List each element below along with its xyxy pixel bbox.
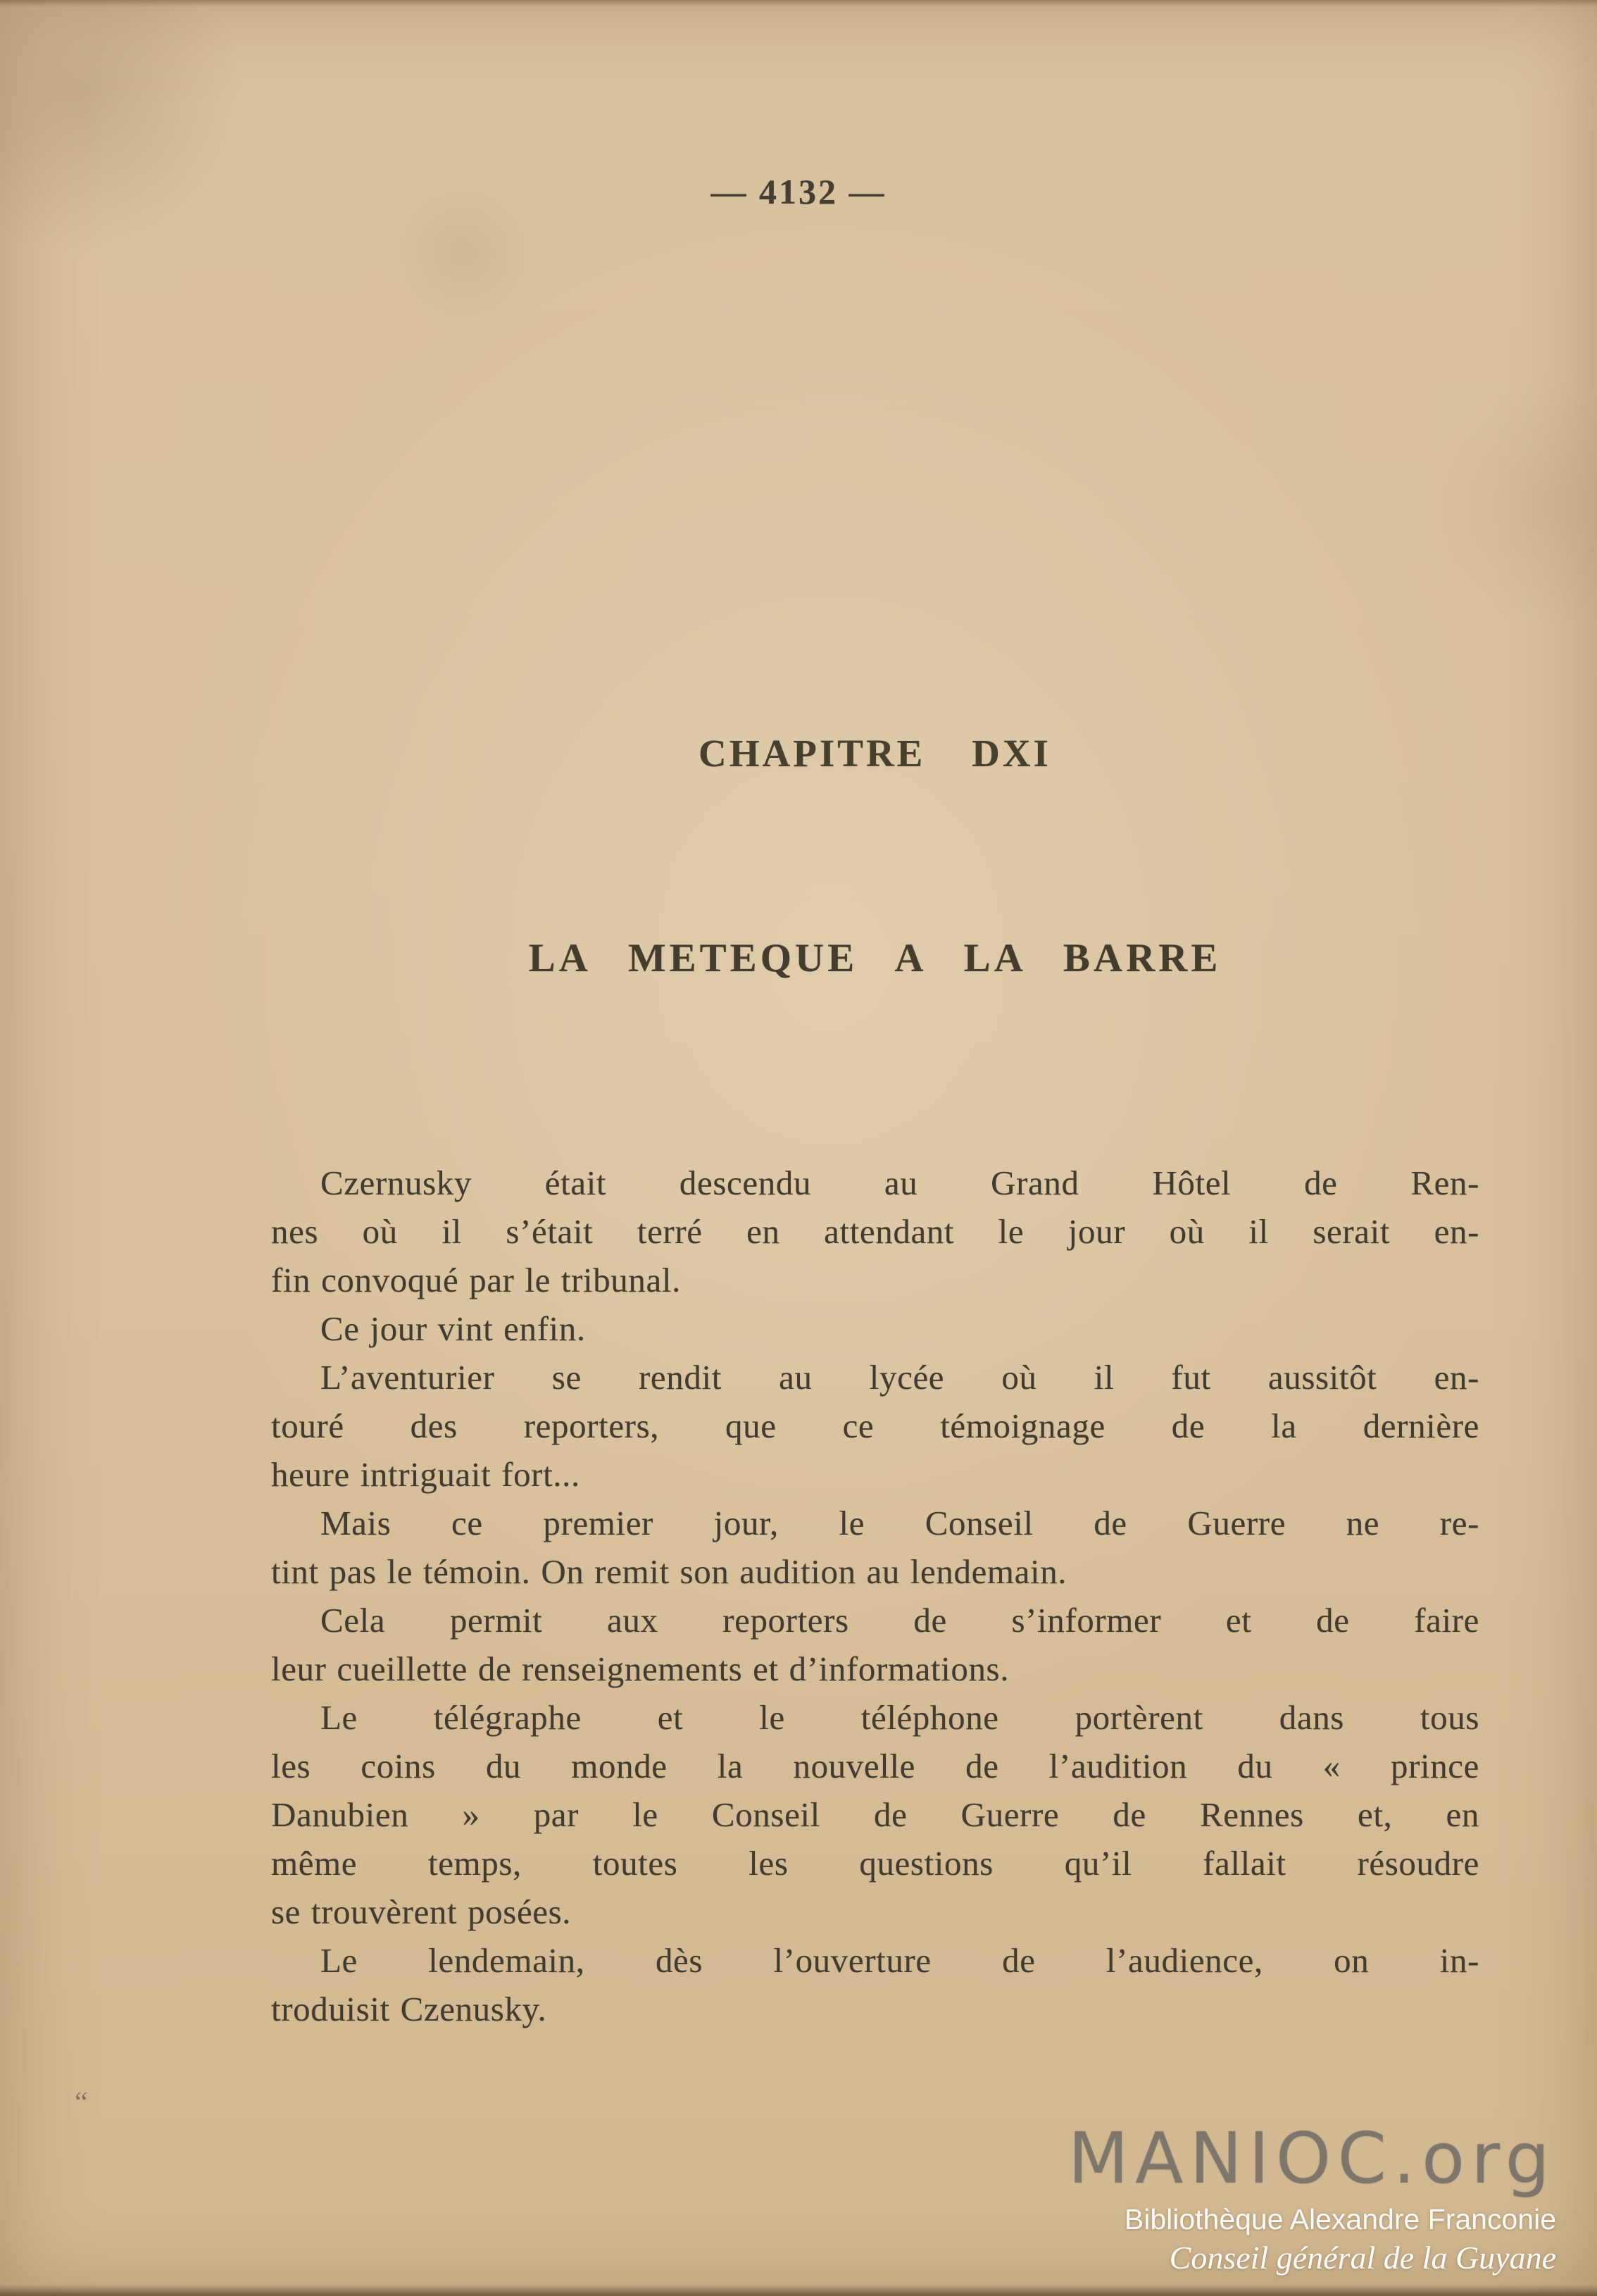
text-line: Ce jour vint enfin. [320,1309,586,1348]
page-top-edge-shadow [0,0,1597,7]
ink-smudge-mark: “ [75,2087,88,2119]
text-line: L’aventurier se rendit au lycée où il fut aussitôt en- [320,1358,1479,1397]
text-line: fin convoqué par le tribunal. [271,1261,681,1299]
text-line: les coins du monde la nouvelle de l’audition du « prince [271,1747,1479,1785]
text-line: Mais ce premier jour, le Conseil de Guerre ne re- [320,1504,1479,1542]
text-line: Le lendemain, dès l’ouverture de l’audience, on in- [320,1941,1479,1980]
page-bottom-edge-shadow [0,2285,1597,2296]
chapter-heading: CHAPITRE DXI [699,732,1051,775]
text-line: Cela permit aux reporters de s’informer et de faire [320,1601,1479,1640]
text-line: se trouvèrent posées. [271,1892,572,1931]
text-line: leur cueillette de renseignements et d’informations. [271,1649,1010,1688]
text-line: même temps, toutes les questions qu’il fallait résoudre [271,1844,1479,1883]
text-line: Czernusky était descendu au Grand Hôtel de Ren- [320,1163,1479,1202]
text-line: Danubien » par le Conseil de Guerre de Rennes et, en [271,1795,1479,1834]
body-text [271,1159,1479,2033]
collection-owner: Conseil général de la Guyane [1169,2240,1556,2276]
text-line: heure intriguait fort... [271,1455,580,1494]
section-title: LA METEQUE A LA BARRE [528,936,1222,980]
text-line: troduisit Czenusky. [271,1990,547,2028]
manioc-logo: MANIOC.org [1067,2117,1556,2200]
page-number: — 4132 — [710,172,887,211]
text-line: Le télégraphe et le téléphone portèrent dans tous [320,1698,1479,1737]
text-line: nes où il s’était terré en attendant le jour où il serait en- [271,1212,1479,1251]
text-line: tint pas le témoin. On remit son audition au lendemain. [271,1552,1067,1591]
library-watermark [1067,2117,1556,2278]
library-name: Bibliothèque Alexandre Franconie [1124,2203,1556,2235]
text-line: touré des reporters, que ce témoignage de la dernière [271,1406,1479,1445]
